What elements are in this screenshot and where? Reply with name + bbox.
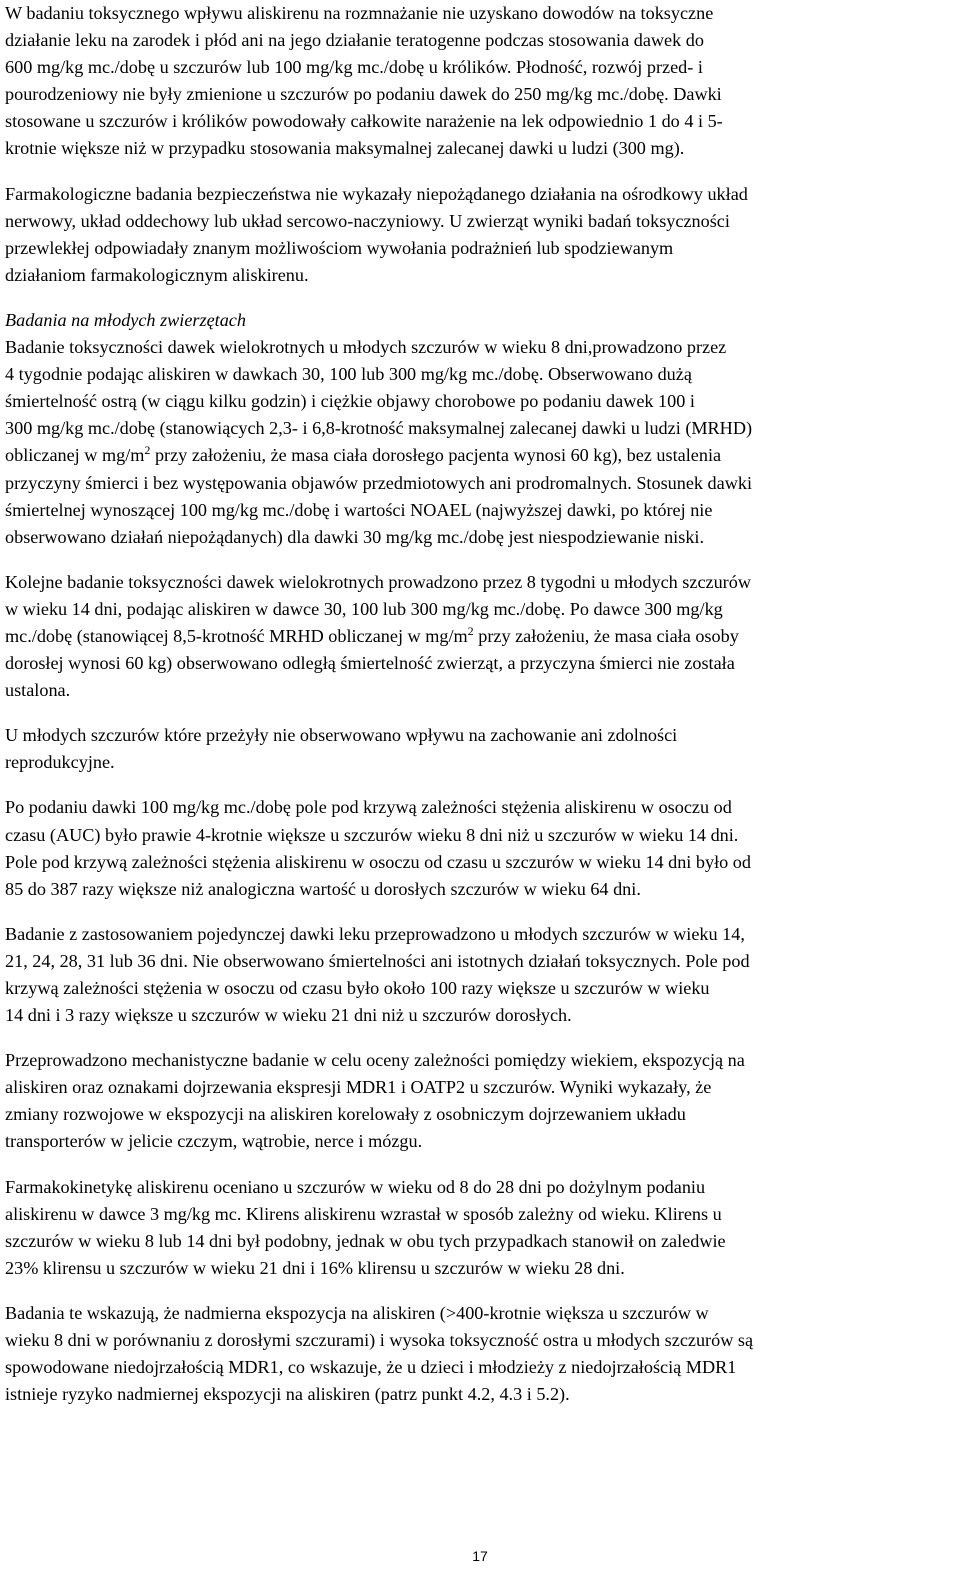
text-line-with-superscript (5, 442, 955, 469)
text-line: obserwowano działań niepożądanych) dla dawki 30 mg/kg mc./dobę jest niespodziewanie niski. (5, 526, 705, 547)
text-line: 85 do 387 razy większe niż analogiczna wartość u dorosłych szczurów w wieku 64 dni. (5, 878, 641, 899)
paragraph-reproductive-toxicity (5, 0, 955, 163)
text-line: reprodukcyjne. (5, 752, 115, 773)
paragraph-single-dose (5, 921, 955, 1029)
paragraph-pharmacokinetics (5, 1174, 955, 1282)
superscript: 2 (144, 443, 151, 458)
paragraph-auc (5, 794, 955, 902)
text-line: 14 dni i 3 razy większe u szczurów w wieku 21 dni niż u szczurów dorosłych. (5, 1005, 572, 1026)
text-line: 300 mg/kg mc./dobę (stanowiących 2,3- i 6,8-krotność maksymalnej zalecanej dawki u ludzi (MRHD) (5, 418, 753, 439)
text-line: w wieku 14 dni, podając aliskiren w dawce 30, 100 lub 300 mg/kg mc./dobę. Po dawce 300 mg/kg (5, 598, 723, 619)
text-line: Farmakokinetykę aliskirenu oceniano u szczurów w wieku od 8 do 28 dni po dożylnym podaniu (5, 1176, 706, 1197)
text-line: zmiany rozwojowe w ekspozycji na aliskiren korelowały z osobniczym dojrzewaniem układu (5, 1104, 686, 1125)
text-line: Po podaniu dawki 100 mg/kg mc./dobę pole pod krzywą zależności stężenia aliskirenu w osoczu od (5, 797, 732, 818)
text-line: dorosłej wynosi 60 kg) obserwowano odległą śmiertelność zwierząt, a przyczyna śmierci nie została (5, 653, 735, 674)
text-line: stosowane u szczurów i królików powodowały całkowite narażenie na lek odpowiednio 1 do 4 i 5- (5, 111, 723, 132)
text-line: krzywą zależności stężenia w osoczu od czasu było około 100 razy większe u szczurów w wieku (5, 978, 710, 998)
paragraph-safety-pharmacology (5, 181, 955, 289)
text-segment: mc./dobę (stanowiącej 8,5-krotność MRHD obliczanej w mg/m (5, 625, 468, 646)
paragraph-repeat-dose-8-weeks (5, 569, 955, 704)
text-line: 4 tygodnie podając aliskiren w dawkach 30, 100 lub 300 mg/kg mc./dobę. Obserwowano dużą (5, 364, 692, 385)
text-line: śmiertelność ostrą (w ciągu kilku godzin) i ciężkie objawy chorobowe po podaniu dawek 100 i (5, 391, 695, 412)
text-line: Kolejne badanie toksyczności dawek wielokrotnych prowadzono przez 8 tygodni u młodych szczurów (5, 571, 751, 592)
text-line: W badaniu toksycznego wpływu aliskirenu na rozmnażanie nie uzyskano dowodów na toksyczne (5, 3, 714, 23)
text-segment: obliczanej w mg/m (5, 445, 145, 466)
text-line-with-superscript (5, 623, 955, 650)
text-line: ustalona. (5, 680, 71, 701)
text-line: nerwowy, układ oddechowy lub układ sercowo-naczyniowy. U zwierząt wyniki badań toksyczności (5, 210, 730, 231)
text-line: przewlekłej odpowiadały znanym możliwościom wywołania podrażnień lub spodziewanym (5, 237, 674, 258)
text-line: Badania te wskazują, że nadmierna ekspozycja na aliskiren (>400-krotnie większa u szczurów w (5, 1302, 709, 1323)
text-line: działanie leku na zarodek i płód ani na jego działanie teratogenne podczas stosowania dawek do (5, 30, 704, 51)
text-segment: przy założeniu, że masa ciała osoby (473, 625, 739, 646)
text-line: U młodych szczurów które przeżyły nie obserwowano wpływu na zachowanie ani zdolności (5, 725, 678, 746)
text-line: przyczyny śmierci i bez występowania objawów przedmiotowych ani prodromalnych. Stosunek dawki (5, 472, 753, 493)
text-line: Przeprowadzono mechanistyczne badanie w celu oceny zależności pomiędzy wiekiem, ekspozycją na (5, 1050, 745, 1071)
document-page (5, 0, 955, 1426)
text-line: działaniom farmakologicznym aliskirenu. (5, 264, 309, 285)
text-line: Badanie toksyczności dawek wielokrotnych u młodych szczurów w wieku 8 dni,prowadzono przez (5, 337, 727, 358)
text-line: 23% klirensu u szczurów w wieku 21 dni i 16% klirensu u szczurów w wieku 28 dni. (5, 1257, 625, 1278)
text-line: krotnie większe niż w przypadku stosowania maksymalnej zalecanej dawki u ludzi (300 mg). (5, 138, 685, 159)
text-line: 21, 24, 28, 31 lub 36 dni. Nie obserwowano śmiertelności ani istotnych działań toksycznych. Pole pod (5, 950, 750, 971)
text-line: czasu (AUC) było prawie 4-krotnie większe u szczurów wieku 8 dni niż u szczurów w wieku 14 dni. (5, 824, 739, 845)
text-line: aliskirenu w dawce 3 mg/kg mc. Klirens aliskirenu wzrastał w sposób zależny od wieku. Klirens u (5, 1203, 722, 1224)
text-line: wieku 8 dni w porównaniu z dorosłymi szczurami) i wysoka toksyczność ostra u młodych szczurów są (5, 1330, 754, 1351)
text-line: Badanie z zastosowaniem pojedynczej dawki leku przeprowadzono u młodych szczurów w wieku 14, (5, 923, 745, 944)
text-line: istnieje ryzyko nadmiernej ekspozycji na aliskiren (patrz punkt 4.2, 4.3 i 5.2). (5, 1384, 570, 1405)
text-line: transporterów w jelicie czczym, wątrobie, nerce i mózgu. (5, 1131, 423, 1152)
text-line: szczurów w wieku 8 lub 14 dni był podobny, jednak w obu tych przypadkach stanowił on zaledwie (5, 1230, 726, 1251)
superscript: 2 (467, 623, 474, 638)
text-line: aliskiren oraz oznakami dojrzewania ekspresji MDR1 i OATP2 u szczurów. Wyniki wykazały, że (5, 1077, 712, 1098)
text-segment: przy założeniu, że masa ciała dorosłego pacjenta wynosi 60 kg), bez ustalenia (150, 445, 722, 466)
page-number: 17 (472, 1548, 488, 1564)
text-line: Farmakologiczne badania bezpieczeństwa nie wykazały niepożądanego działania na ośrodkowy układ (5, 183, 748, 204)
paragraph-mechanistic-study (5, 1047, 955, 1155)
paragraph-surviving-rats (5, 722, 955, 776)
text-line: pourodzeniowy nie były zmienione u szczurów po podaniu dawek do 250 mg/kg mc./dobę. Dawki (5, 84, 722, 105)
text-line: 600 mg/kg mc./dobę u szczurów lub 100 mg/kg mc./dobę u królików. Płodność, rozwój przed- i (5, 57, 703, 78)
text-line: spowodowane niedojrzałością MDR1, co wskazuje, że u dzieci i młodzieży z niedojrzałością MDR1 (5, 1357, 737, 1378)
paragraph-juvenile-animals (5, 307, 955, 551)
section-heading: Badania na młodych zwierzętach (5, 309, 246, 330)
text-line: śmiertelnej wynoszącej 100 mg/kg mc./dobę i wartości NOAEL (najwyższej dawki, po której nie (5, 499, 713, 520)
text-line: Pole pod krzywą zależności stężenia aliskirenu w osoczu od czasu u szczurów w wieku 14 dni było od (5, 851, 751, 872)
paragraph-conclusions (5, 1300, 955, 1408)
